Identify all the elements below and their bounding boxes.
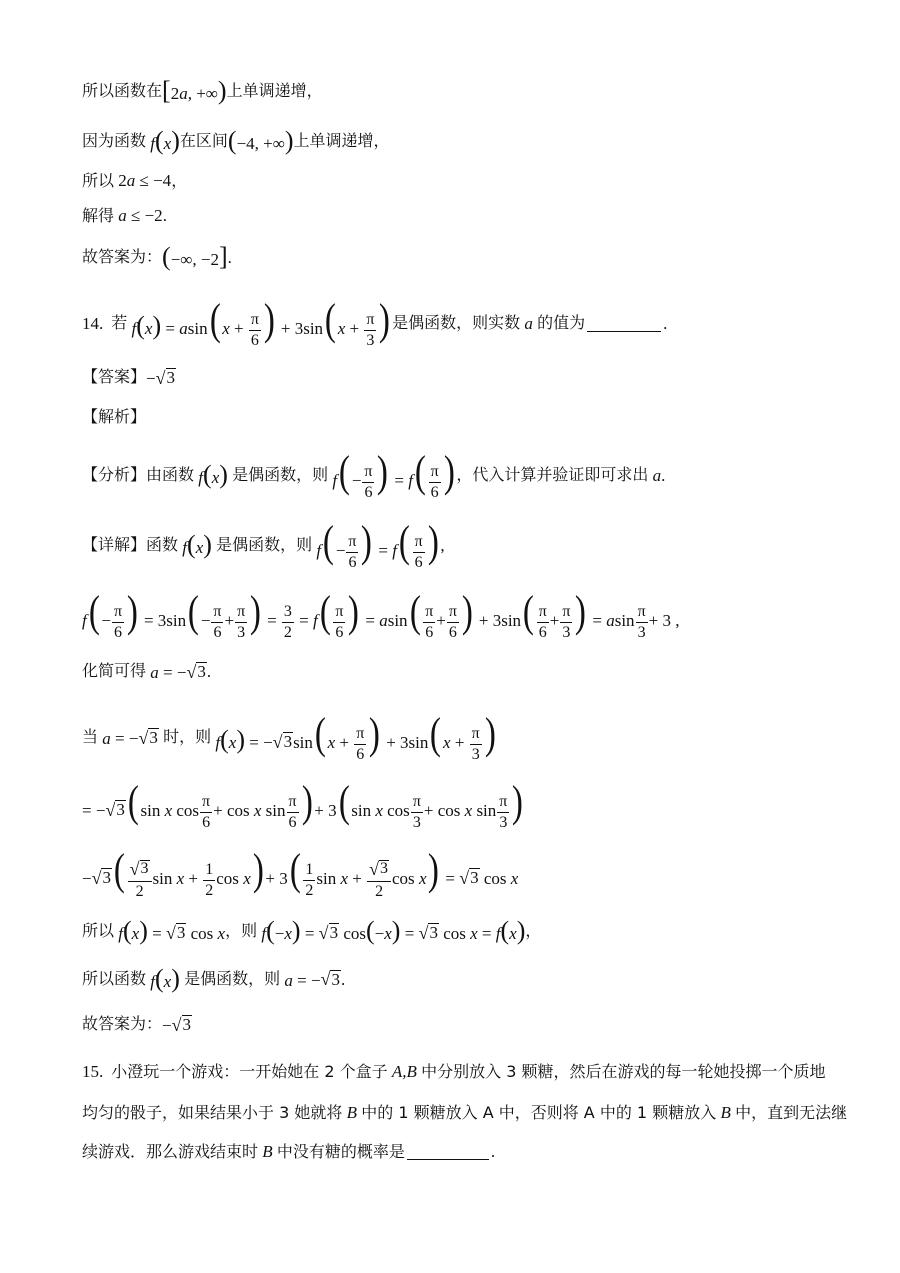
text: .	[340, 969, 346, 989]
text: 若	[111, 313, 128, 333]
verify-line-3	[82, 845, 519, 901]
text: 化简可得	[82, 661, 147, 681]
math-function: f(x) = asin( x + $\frac{\pi}{6}$ ) + 3sin( x + $\frac{\pi}{3}$ )	[131, 295, 391, 349]
text: 的值为	[537, 313, 586, 333]
verify-line-4	[82, 918, 541, 944]
math-interval: [2a, +∞)	[162, 76, 227, 105]
text: 所以	[82, 170, 115, 190]
math-a-value: a = − √ 3	[284, 969, 340, 990]
text: ，	[171, 170, 188, 190]
text: .	[162, 206, 167, 225]
text: 中，直到无法继	[735, 1102, 848, 1122]
math-computation: f( − $\frac{\pi}{6}$ ) = 3sin( − $\frac{\pi}{6}$ + $\frac{\pi}{3}$ ) = $\frac{3}{2}$ = f( $\frac{\pi}{6}$ ) = asin( $\frac{\pi}{6}$ + $\frac{\pi}{6}$ ) + 3sin( $\frac{\pi}{6}$ + $\frac{\pi}{3}$ ) = asin $\frac{\pi}{3}$ + 3 ,	[82, 587, 680, 641]
text: ，则	[225, 921, 258, 940]
text: 是偶函数，则	[232, 465, 329, 485]
answer-blank	[407, 1143, 489, 1160]
math-inequality: 2a ≤ −4	[114, 171, 172, 190]
text: 所以函数	[82, 969, 147, 988]
text: 故答案为：	[82, 1014, 163, 1034]
text: 续游戏．那么游戏结束时	[82, 1141, 259, 1161]
text: 中没有糖的概率是	[276, 1141, 405, 1161]
text: .	[661, 465, 666, 485]
math-answer: − √ 3	[146, 367, 175, 388]
math-answer: − √ 3	[162, 1014, 191, 1035]
text: 中分别放入 3 颗糖，然后在游戏的每一轮她投掷一个质地	[421, 1061, 826, 1081]
solution-line-3	[82, 172, 187, 189]
question-number: 14.	[82, 313, 104, 333]
math-expand-2: − √ 3 ( √ 3 2 sin x + $\frac{1}{2}$ cos x) + 3( $\frac{1}{2}$ sin x + √ 3 2 cos x) = √ 3 cos x	[82, 845, 519, 901]
math-interval: (−4, +∞)	[227, 126, 294, 155]
math-expand-1: = − √ 3 ( sin x cos $\frac{\pi}{6}$ + cos x sin $\frac{\pi}{6}$ ) + 3( sin x cos $\frac{\pi}{3}$ + cos x sin $\frac{\pi}{3}$ )	[82, 777, 524, 831]
math-fx: f(x)	[150, 126, 180, 155]
final-answer-line	[82, 1015, 192, 1034]
computation-line	[82, 587, 680, 641]
xiangjie-line	[82, 517, 445, 571]
math-fx: f(x)	[150, 964, 180, 993]
text: 在区间	[179, 131, 228, 150]
text: .	[490, 1142, 496, 1161]
verify-line-1	[82, 709, 497, 763]
text: ,	[440, 535, 445, 555]
math-fx-result: f(x) = √ 3 cos x	[118, 916, 226, 945]
solution-line-5	[82, 244, 232, 270]
text: 解得	[82, 205, 115, 225]
analysis-label: 【解析】	[82, 407, 147, 426]
text: 所以	[82, 921, 115, 940]
math-fx: f(x)	[198, 460, 228, 490]
text: 由函数	[146, 465, 195, 485]
math-result: a ≤ −2	[118, 206, 163, 225]
solution-line-4	[82, 207, 167, 224]
text: .	[206, 661, 212, 681]
var-a: a	[520, 313, 538, 333]
solution-line-2	[82, 128, 390, 154]
fenxi-line	[82, 447, 666, 501]
box-b: B	[258, 1142, 277, 1161]
math-even-condition: f( − $\frac{\pi}{6}$ ) = f( $\frac{\pi}{6}$ )	[316, 517, 439, 571]
text: 是偶函数，则实数	[392, 313, 521, 333]
answer-line	[82, 368, 176, 387]
text: 均匀的骰子，如果结果小于 3 她就将	[82, 1102, 343, 1122]
text: ，代入计算并验证即可求出	[456, 465, 649, 485]
var-a: a	[648, 465, 662, 485]
analysis-header	[82, 409, 146, 425]
math-answer-interval: (−∞, −2]	[162, 242, 228, 271]
simplify-line	[82, 662, 211, 681]
text: 上单调递增，	[293, 131, 390, 150]
question-15-line-2	[82, 1104, 847, 1121]
answer-blank	[587, 315, 661, 332]
math-fx: f(x)	[182, 530, 212, 560]
text: 当	[82, 727, 99, 747]
box-b: B	[342, 1103, 362, 1122]
xiangjie-label: 【详解】	[82, 535, 147, 555]
question-number: 15.	[82, 1062, 104, 1081]
text: 时，则	[163, 727, 212, 747]
question-15-line-1	[82, 1063, 826, 1080]
math-a-value: a = − √ 3	[150, 661, 206, 682]
math-a-value: a = − √ 3	[102, 727, 158, 748]
text: .	[227, 247, 232, 267]
text: 故答案为：	[82, 247, 163, 266]
text: 所以函数在	[82, 81, 163, 100]
math-boxes: A,B	[387, 1062, 422, 1081]
question-15-line-3	[82, 1143, 495, 1160]
text: 是偶函数，则	[216, 535, 313, 555]
fenxi-label: 【分析】	[82, 465, 147, 485]
box-b: B	[716, 1103, 736, 1122]
text: 小澄玩一个游戏：一开始她在 2 个盒子	[111, 1061, 388, 1081]
conclusion-line	[82, 966, 345, 992]
text: 是偶函数，则	[184, 969, 281, 988]
verify-line-2	[82, 777, 525, 831]
text: 函数	[146, 535, 179, 555]
text: 中的 1 颗糖放入 A 中，否则将 A 中的 1 颗糖放入	[361, 1102, 717, 1122]
question-14	[82, 295, 668, 349]
text: 上单调递增，	[226, 81, 323, 100]
math-even-condition: f( − $\frac{\pi}{6}$ ) = f( $\frac{\pi}{6}$ )	[332, 447, 455, 501]
math-even-check: f(−x) = √ 3 cos(−x) = √ 3 cos x = f(x)	[261, 916, 526, 945]
math-verify: f(x) = − √ 3 sin( x + $\frac{\pi}{6}$ ) + 3sin( x + $\frac{\pi}{3}$ )	[215, 709, 496, 763]
solution-line-1	[82, 78, 323, 104]
answer-label: 【答案】	[82, 367, 147, 387]
text: ，	[525, 921, 542, 940]
text: 因为函数	[82, 131, 147, 150]
text: .	[663, 313, 668, 333]
